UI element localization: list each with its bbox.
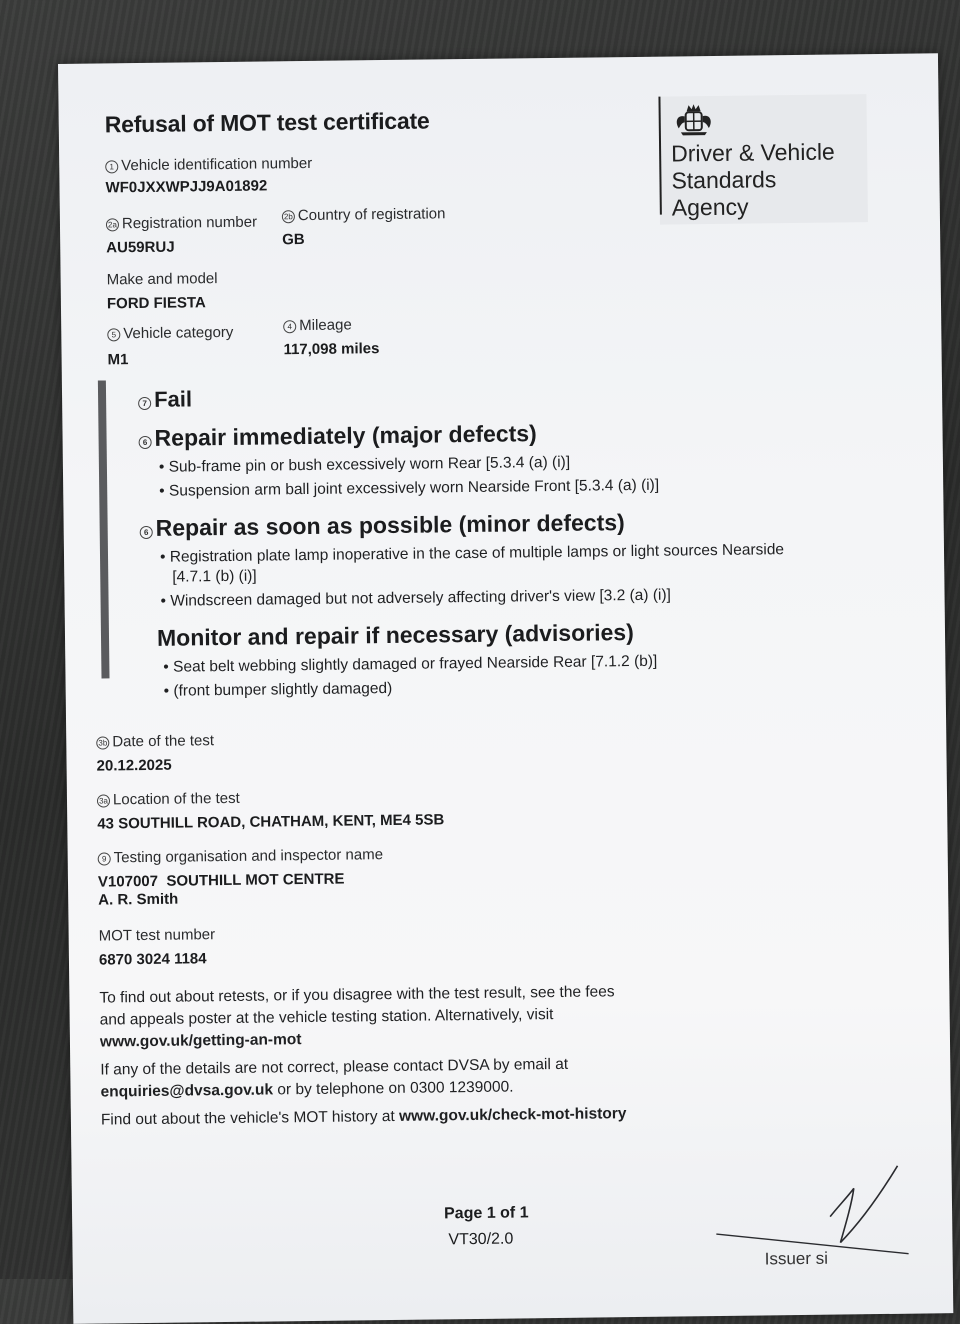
mileage-value: 117,098 miles <box>283 340 379 358</box>
advisory-item: • Seat belt webbing slightly damaged or frayed Nearside Rear [7.1.2 (b)] <box>163 653 657 677</box>
country-label: 2b Country of registration <box>282 205 446 224</box>
agency-name <box>671 139 836 222</box>
testing-organisation-value <box>98 871 345 891</box>
make-model-label: Make and model <box>107 270 218 288</box>
check-mot-history-link[interactable]: www.gov.uk/check-mot-history <box>399 1105 627 1125</box>
retest-info-paragraph: To find out about retests, or if you disagree with the test result, see the fees and appeals poster at the vehicle testing station. Alternatively, visit www.gov.uk/getting-an-mot <box>99 981 615 1053</box>
field-marker: 2b <box>282 210 295 223</box>
registration-label: 2a Registration number <box>106 214 257 233</box>
field-marker: 4 <box>283 320 296 333</box>
major-defect-item: • Suspension arm ball joint excessively worn Nearside Front [5.3.4 (a) (i)] <box>159 477 659 501</box>
issuer-signature <box>711 1150 912 1262</box>
minor-defect-item: • Windscreen damaged but not adversely affecting driver's view [3.2 (a) (i)] <box>160 587 671 611</box>
field-marker: 3b <box>96 736 109 749</box>
result-heading: 7 Fail <box>138 386 192 413</box>
mot-test-number-value: 6870 3024 1184 <box>99 950 207 968</box>
field-marker: 5 <box>107 328 120 341</box>
major-defects-heading: 6 Repair immediately (major defects) <box>138 420 536 452</box>
category-label: 5 Vehicle category <box>107 324 233 343</box>
test-location-label: 3a Location of the test <box>97 790 240 809</box>
test-date-value: 20.12.2025 <box>96 757 171 775</box>
mileage-label: 4 Mileage <box>283 316 352 334</box>
agency-line-3: Agency <box>672 193 836 222</box>
major-defect-item: • Sub-frame pin or bush excessively worn Rear [5.3.4 (a) (i)] <box>159 454 570 477</box>
dvsa-email-link[interactable]: enquiries@dvsa.gov.uk <box>100 1081 273 1100</box>
minor-defect-item-continued: [4.7.1 (b) (i)] <box>172 568 257 587</box>
vin-value: WF0JXXWPJJ9A01892 <box>105 177 267 196</box>
issuer-signature-label: Issuer si <box>765 1249 829 1270</box>
vin-label: 1 Vehicle identification number <box>105 155 312 175</box>
registration-value: AU59RUJ <box>106 239 175 257</box>
advisory-item: • (front bumper slightly damaged) <box>164 680 393 701</box>
form-code: VT30/2.0 <box>448 1231 513 1250</box>
mot-history-paragraph: Find out about the vehicle's MOT history at www.gov.uk/check-mot-history <box>101 1103 627 1131</box>
contact-dvsa-paragraph: If any of the details are not correct, please contact DVSA by email at enquiries@dvsa.gov.uk or by telephone on 0300 1239000. <box>100 1054 568 1104</box>
make-model-value: FORD FIESTA <box>107 294 206 312</box>
defects-sidebar-bar <box>98 380 110 678</box>
field-marker: 3a <box>97 794 110 807</box>
agency-line-1: Driver & Vehicle <box>671 139 835 168</box>
page-title: Refusal of MOT test certificate <box>105 107 430 138</box>
advisories-heading: Monitor and repair if necessary (advisories) <box>157 619 634 652</box>
field-marker: 6 <box>140 526 153 539</box>
country-value: GB <box>282 231 305 248</box>
field-marker: 2a <box>106 218 119 231</box>
inspector-name: A. R. Smith <box>98 891 178 909</box>
organisation-code: V107007 <box>98 873 158 891</box>
logo-divider <box>658 97 661 215</box>
field-marker: 9 <box>98 852 111 865</box>
mot-certificate-paper <box>58 53 953 1324</box>
field-marker: 7 <box>138 397 151 410</box>
page-number: Page 1 of 1 <box>444 1204 529 1223</box>
dvsa-logo <box>658 94 868 225</box>
minor-defect-item: • Registration plate lamp inoperative in the case of multiple lamps or light sources Nearside <box>160 541 784 567</box>
mot-test-number-label: MOT test number <box>99 926 216 944</box>
test-date-label: 3b Date of the test <box>96 732 214 750</box>
field-marker: 6 <box>139 436 152 449</box>
testing-organisation-label: 9 Testing organisation and inspector name <box>98 846 384 866</box>
agency-line-2: Standards <box>671 166 835 195</box>
minor-defects-heading: 6 Repair as soon as possible (minor defects) <box>140 509 625 542</box>
getting-an-mot-link[interactable]: www.gov.uk/getting-an-mot <box>100 1025 615 1053</box>
category-value: M1 <box>108 351 129 368</box>
test-location-value: 43 SOUTHILL ROAD, CHATHAM, KENT, ME4 5SB <box>97 811 444 832</box>
organisation-name: SOUTHILL MOT CENTRE <box>166 871 344 890</box>
field-marker: 1 <box>105 160 118 173</box>
royal-crest-icon <box>671 102 717 137</box>
